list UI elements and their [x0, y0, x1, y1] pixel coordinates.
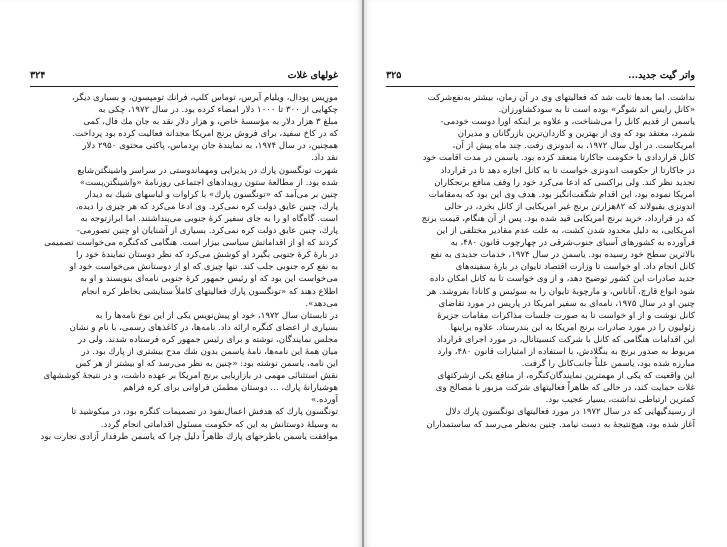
text-line: کانل قراردادی با حکومت جاکارتا منعقد کرده بود. یاسمن در مدت اقامت خود [422, 153, 695, 164]
text-line: همچنین، در سال ۱۹۷۴، به نمایندهٔ جان برِدماس، پاکتی محتوی ۲۹۵۰ دلار [82, 141, 338, 152]
text-line: که در کاخ سفید، برای فروش برنج امریکا مجدانه فعالیت کرده بود پرداخت. [72, 129, 338, 140]
text-line: پارك، چنین عایق دولت کره نمی‌کرد. بسیاری از آشنایان او چنین تصور‌می- [76, 226, 338, 237]
text-line: این اقدامات هنگامی که کانل با شرکت کنسیتانال، در مورد اجرای قرارداد [436, 334, 695, 345]
text-line: چکهایی از ۳۰۰ تا ۱۰۰۰ دلار امضاء کرده بود. در سال ۱۹۷۲، چکی به [98, 105, 338, 116]
text-line: در بارهٔ کرهٔ جنوبی بگیرد او کوشش می‌کرد که نظر دوستان نمایندهٔ خود را [75, 250, 338, 261]
text-line: مبارزه شده بود، یاسمن علناً جانب‌کانل را گرفت. [521, 359, 695, 370]
text-line: زئولیون را در مورد صادرات برنج امریکا به این بندرستاد. علاوه براینها [450, 322, 695, 333]
right-page-body [386, 92, 695, 431]
right-page [364, 0, 727, 547]
text-line: به وسیلهٔ دوستانش به این که حکومت مسئول اقداماتی انجام گردد. [100, 419, 338, 430]
text-line: غلات حمایت کند، در حالی که ظاهراً فعالیتهای شرکت مزبور با مصالح وی [435, 383, 695, 394]
text-line: چنین او در سال ۱۹۷۵، نامه‌ای به سفیر امریکا در پاریس در مورد تقاضای [438, 298, 695, 309]
text-line: در جاکارتا از حکومت اندونزی خواست تا به کانل اجازه دهد تا در قرارداد [440, 165, 695, 176]
text-line: نقش استثنائی مهمی در بازاریابی برنج امریکا بر عهده داشت، و در نتیجهٔ کوششهای [43, 371, 338, 382]
text-line: مربوط به صدور برنج به بنگلادش، با استفاده از امتیازات قانون ۴۸۰، وارد [437, 346, 695, 357]
left-page-body [30, 92, 338, 443]
text-line: در تابستان سال ۱۹۷۲، خود او پیش‌نویس یکی از این نوع نامه‌ها را به [95, 310, 338, 321]
text-line: می‌دهد». [305, 298, 338, 309]
text-line: چنین بر می‌آمد که «تونگسون پارك» با کراوات و لباسهای شیك به دیدار [85, 189, 338, 200]
text-line: تجدید نظر کند. ولی براکسی که ادعا می‌کرد خود را وقف منافع برنجکاران [434, 177, 695, 188]
text-line: به نفع کره جنوبی جلب کند. تنها چیزی که او از دوستانش می‌خواست خود او [69, 262, 338, 273]
left-running-title: غولهای غلات [287, 70, 338, 81]
text-line: پارك، چنین عایق دولت کره نمی‌کرد. وی ادعا می‌کرد که هر چیزی را دیده، [75, 201, 338, 212]
text-line: این واقعیت که یکی از مهمترین نمایندگان‌کنگره، از منافع یکی ازشرکتهای [437, 371, 695, 382]
text-line: «کانل رایس اند شوگر» بوده است تا به سودکشاورزان. [498, 105, 695, 116]
text-line: نقد داد. [311, 153, 338, 164]
text-line: اندونزی بقبولاند که ۸۲هزارتن برنج غیر امریکایی از کانل بخرد، در حالی [444, 201, 695, 212]
text-line: که در قرارداد، خرید برنج امریکایی قید شده بود. پس از آن هنگام، قیمت برنج [421, 213, 695, 224]
text-line: آورده.» [310, 395, 338, 406]
text-line: امریکا نموده بود، این اقدام شگفت‌انگیز بود. هدف وی این بود که به‌مقامات [428, 189, 695, 200]
text-line: شود انواع قارچ، آناناس، و مارچوبهٔ تایوان را به سوئیس و کانادا بفروشد. هر [427, 286, 695, 297]
text-line: آغاز شده بود، هیچ‌نتیجهٔ به دست نیامد. چنین به‌نظر می‌رسد که ساستمداران [426, 419, 695, 430]
text-line: شده بود. از مطالعهٔ ستون رویدادهای اجتماعی روزنامهٔ «واشینگتن‌پست» [79, 177, 338, 188]
text-line: موافقت یاسمن باطرحهای پارك ظاهراً دلیل چرا که یاسمن طرفدار آزادی تجارت بود [40, 431, 338, 442]
text-line: این نامه، یاسمن نوشته بود: «چنین به نظر می‌رسد که او بیشتر از هر کس [75, 359, 338, 370]
text-line: شمرد، معتقد بود که وی از بهترین و کاردان‌ترین بازرگانان و مدیران [457, 129, 695, 140]
text-line: نداشت. اما بعدها ثابت شد که فعالیتهای وی در آن زمان، بیشتر به‌نفع‌شرکت [427, 93, 695, 103]
text-line: کانل انجام داد. او خواست تا وزارت اقتصاد تایوان در بارهٔ سفینه‌های [455, 262, 695, 273]
text-line: کردند که او از اقداماتش سیاسی بیزار است. هنگامی که‌کنگره می‌خواست تصمیمی [44, 238, 338, 249]
text-line: امریکایی، به دلیل محدود شدن کشت، به علت عدم مقادیر مختلفی از این [436, 226, 695, 237]
text-line: مبلغ ۳ هزار دلار به مؤسسهٔ خاص، و هزار دلار نقد به جان مك فال، کمی [83, 117, 338, 128]
text-line: امریکاست. در اول سال ۱۹۷۲، به اندونزی رفت. چند ماه پیش از آن، [452, 141, 695, 152]
text-line: است. گاه‌گاه او را به جای سفیر کرهٔ جنوبی می‌پنداشتند. اما ابرازتوجه به [80, 213, 338, 224]
text-line: کمترین ارتباطی نداشت، بسیار عجیب بود. [545, 395, 695, 406]
text-line: میان همهٔ این نامه‌ها، نامهٔ یاسمن بدون شك مدح بیشتری از پارك بود. در [81, 346, 338, 357]
left-header-rule [30, 86, 338, 87]
right-header-rule [386, 86, 695, 87]
right-running-title: واتر گیت جدید... [628, 70, 695, 81]
text-line: یاسمن از قدیم کانل را می‌شناخت، و علاوه بر اینکه اورا دوست خودمی- [440, 117, 695, 128]
text-line: تونگسون پارك که هدفش اعمال‌نفوذ در تصمیمات کنگره بود، در میکوشید تا [71, 407, 338, 418]
left-page-header [30, 70, 338, 84]
text-line: از رسیدگیهایی که در سال ۱۹۷۲ در مورد فعالیتهای تونگسون پارك دلال [445, 407, 695, 418]
right-page-header [386, 70, 695, 84]
left-page-number: ۳۲۴ [30, 70, 46, 81]
text-line: هوشیارانهٔ پارك، ... دوستان مطمئن فراوانی برای کره فراهم [123, 383, 338, 394]
right-page-number: ۳۲۵ [386, 70, 402, 81]
left-page [0, 0, 363, 547]
text-line: کانل نوشت و از او خواست تا به صورت جلسات مذاکرات مقامات جزیرهٔ [437, 310, 695, 321]
text-line: مجلس نمایندگان، نوشته و برای رئیس جمهور کره فرستاده شدند. ولی در [77, 334, 338, 345]
text-line: اطلاع دهند که «تونگسون پارك فعالیتهای کاملاً ستایشی بخاطر کره انجام [81, 286, 338, 297]
text-line: شهرت تونگسون پارك در پذیرایی ومهماندوستی در سراسر واشینگتن‌شایع [77, 165, 338, 176]
text-line: می‌خواست این بود که او رئیس جمهور کرهٔ جنوبی نامه‌ای بنویسند و او به [79, 274, 338, 285]
text-line: بسیاری از اعضای کنگره ارائه داد. نامه‌ها، در کاغذهای رسمی، با نام و نشان [69, 322, 338, 333]
text-line: فرآورده به کشورهای آسیای جنوب‌شرقی در چهارچوب قانون ۴۸۰، به [450, 238, 695, 249]
text-line: جدید صادرات این کشور توضیح دهد، و از وی خواست تا به کانل امکان داده [429, 274, 695, 285]
text-line: بالاترین سطح خود رسیده بود. یاسمن در سال ۱۹۷۴، خدمات جدیدی به نفع [430, 250, 695, 261]
text-line: مورِیس پودال، ویلیام آیرس، توماس کلپ، فرانك تومپسون، و بسیاری دیگر، [71, 93, 338, 103]
